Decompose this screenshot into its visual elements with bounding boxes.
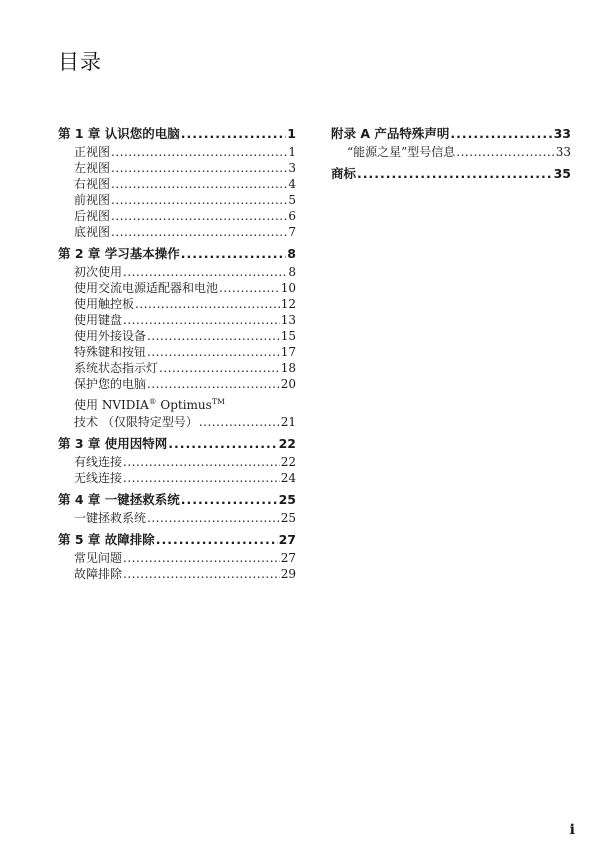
toc-section-entry[interactable] (58, 312, 296, 328)
toc-page-number: 5 (288, 193, 296, 207)
dot-leader (111, 144, 287, 160)
toc-section-entry[interactable] (58, 296, 296, 312)
toc-page-number: 4 (288, 177, 296, 191)
toc-section-title: 使用键盘 (74, 313, 123, 327)
toc-chapter-title: 商标 (331, 166, 357, 181)
toc-section-entry[interactable] (58, 208, 296, 224)
toc-section-title: 使用交流电源适配器和电池 (74, 281, 219, 295)
toc-page-number: 6 (288, 209, 296, 223)
toc-section-entry[interactable] (58, 144, 296, 160)
dot-leader (357, 164, 553, 184)
toc-page-number: 13 (280, 313, 296, 327)
toc-section-entry[interactable] (58, 192, 296, 208)
dot-leader (147, 376, 280, 392)
toc-section-title: 左视图 (74, 161, 111, 175)
toc-section-title: 特殊键和按钮 (74, 345, 147, 359)
toc-page-number: 27 (280, 551, 296, 565)
toc-page-number: 17 (280, 345, 296, 359)
toc-page-number: 22 (280, 455, 296, 469)
toc-section-title: 初次使用 (74, 265, 123, 279)
dot-leader (123, 454, 280, 470)
toc-section-entry[interactable] (58, 264, 296, 280)
toc-section-entry[interactable] (58, 328, 296, 344)
toc-page-number: 33 (555, 145, 571, 159)
dot-leader (123, 550, 280, 566)
dot-leader (135, 296, 280, 312)
toc-section-entry[interactable] (58, 566, 296, 582)
toc-section-entry[interactable] (58, 376, 296, 392)
toc-chapter-entry[interactable] (58, 434, 296, 454)
toc-section-title: 有线连接 (74, 455, 123, 469)
toc-section-title: 右视图 (74, 177, 111, 191)
toc-chapter-entry[interactable] (58, 244, 296, 264)
toc-page-number: 3 (288, 161, 296, 175)
toc-section-line (58, 392, 296, 414)
page-title: 目录 (58, 50, 102, 74)
toc-section-entry[interactable] (58, 176, 296, 192)
toc-chapter-entry[interactable] (58, 490, 296, 510)
toc-section-entry[interactable] (58, 414, 296, 430)
toc-page-number: 22 (278, 436, 296, 451)
toc-page-number: 8 (287, 246, 296, 261)
toc-section-title: 使用触控板 (74, 297, 135, 311)
toc-page-number: 27 (278, 532, 296, 547)
toc-section-title: 常见问题 (74, 551, 123, 565)
dot-leader (111, 224, 287, 240)
dot-leader (111, 192, 287, 208)
toc-section-title: 保护您的电脑 (74, 377, 147, 391)
dot-leader (123, 312, 280, 328)
page-number: i (569, 822, 575, 838)
toc-chapter-entry[interactable] (58, 124, 296, 144)
dot-leader (111, 176, 287, 192)
dot-leader (123, 264, 287, 280)
dot-leader (147, 344, 280, 360)
toc-section-title: “能源之星”型号信息 (347, 145, 456, 159)
toc-page-number: 8 (288, 265, 296, 279)
toc-section-title: 系统状态指示灯 (74, 361, 159, 375)
toc-section-title: 故障排除 (74, 567, 123, 581)
toc-chapter-title: 第 5 章 故障排除 (58, 532, 155, 547)
toc-section-entry[interactable] (58, 224, 296, 240)
dot-leader (219, 280, 280, 296)
dot-leader (123, 566, 280, 582)
toc-section-entry[interactable] (58, 510, 296, 526)
dot-leader (456, 144, 554, 160)
dot-leader (123, 470, 280, 486)
toc-chapter-entry[interactable] (331, 124, 571, 144)
toc-section-entry[interactable] (58, 360, 296, 376)
dot-leader (111, 208, 287, 224)
dot-leader (181, 490, 278, 510)
toc-section-entry[interactable] (58, 280, 296, 296)
dot-leader (159, 360, 280, 376)
dot-leader (199, 414, 280, 430)
toc-right-column (331, 124, 571, 184)
registered-mark: ® (148, 397, 157, 406)
toc-section-title: 无线连接 (74, 471, 123, 485)
toc-page-number: 35 (553, 166, 571, 181)
toc-section-title: 使用外接设备 (74, 329, 147, 343)
toc-page-number: 25 (280, 511, 296, 525)
toc-page-number: 15 (280, 329, 296, 343)
toc-chapter-title: 第 4 章 一键拯救系统 (58, 492, 180, 507)
toc-section-title: 底视图 (74, 225, 111, 239)
toc-page-number: 24 (280, 471, 296, 485)
toc-section-title: 技术 （仅限特定型号） (74, 415, 198, 429)
toc-page-number: 29 (280, 567, 296, 581)
toc-section-entry[interactable] (58, 550, 296, 566)
dot-leader (168, 434, 277, 454)
toc-page-number: 25 (278, 492, 296, 507)
toc-chapter-entry[interactable] (331, 164, 571, 184)
dot-leader (181, 244, 287, 264)
toc-chapter-entry[interactable] (58, 530, 296, 550)
dot-leader (147, 328, 280, 344)
toc-page-number: 1 (288, 145, 296, 159)
toc-page-number: 10 (280, 281, 296, 295)
toc-section-entry[interactable] (58, 454, 296, 470)
toc-page-number: 7 (288, 225, 296, 239)
toc-section-title: 前视图 (74, 193, 111, 207)
toc-section-entry[interactable] (58, 470, 296, 486)
dot-leader (111, 160, 287, 176)
toc-chapter-title: 第 1 章 认识您的电脑 (58, 126, 180, 141)
dot-leader (156, 530, 278, 550)
toc-chapter-title: 第 2 章 学习基本操作 (58, 246, 180, 261)
toc-section-title: 正视图 (74, 145, 111, 159)
toc-page-number: 33 (553, 126, 571, 141)
toc-section-title-part: 使用 NVIDIA (74, 398, 149, 412)
toc-section-entry[interactable] (58, 344, 296, 360)
toc-page-number: 12 (280, 297, 296, 311)
toc-section-entry[interactable] (58, 160, 296, 176)
toc-section-title: 一键拯救系统 (74, 511, 147, 525)
toc-section-title: 后视图 (74, 209, 111, 223)
toc-chapter-title: 第 3 章 使用因特网 (58, 436, 168, 451)
dot-leader (450, 124, 552, 144)
toc-section-entry[interactable] (331, 144, 571, 160)
toc-chapter-title: 附录 A 产品特殊声明 (331, 126, 450, 141)
toc-page-number: 20 (280, 377, 296, 391)
toc-page-number: 21 (280, 415, 296, 429)
toc-page-number: 18 (280, 361, 296, 375)
dot-leader (147, 510, 280, 526)
toc-page-number: 1 (287, 126, 296, 141)
toc-section-title-part: Optimus (156, 398, 212, 412)
toc-left-column (58, 124, 296, 582)
dot-leader (181, 124, 287, 144)
trademark-mark: TM (211, 397, 225, 406)
